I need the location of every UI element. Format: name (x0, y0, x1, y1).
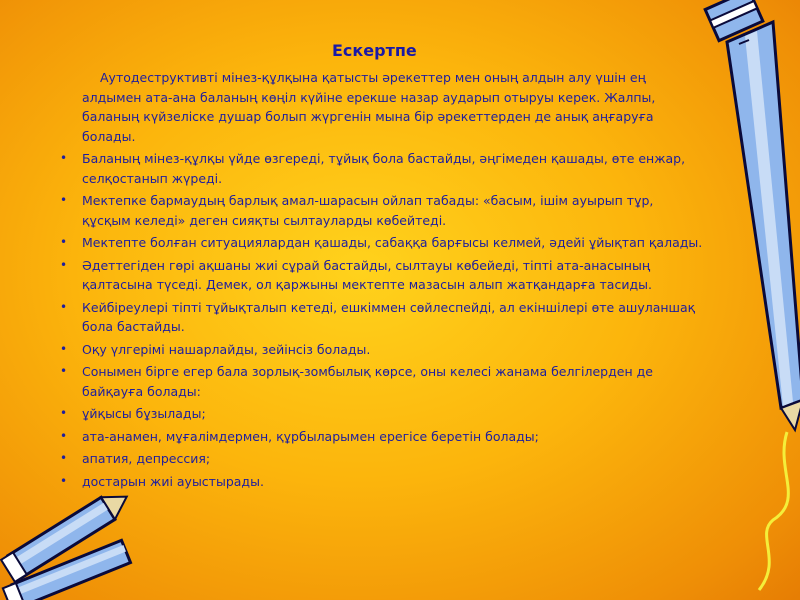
bullet-marker: • (60, 428, 68, 443)
bullet-marker: • (60, 151, 68, 165)
bullet-item: • апатия, депрессия; (60, 449, 705, 469)
bullet-marker: • (60, 341, 68, 356)
bullet-item: • ұйқысы бұзылады; (60, 404, 705, 424)
bullet-marker: • (60, 299, 68, 314)
bullet-item: • Әдеттегіден гөрі ақшаны жиі сұрай бастайды, сылтауы көбейеді, тіпті ата-анасының қалтасына түседі. Демек, ол қаржыны мектепте мазасын алып жатқандарға тасиды. (60, 257, 652, 292)
pencil-icon (0, 478, 150, 600)
intro-paragraph: Аутодеструктивті мінез-құлқына қатысты әрекеттер мен оның алдын алу үшін ең алдымен ата-ана баланың көңіл күйіне ерекше назар аударып отыруы керек. Жалпы, баланың күйзеліске душар болып жүргенін мына бір әрекеттерден де анық аңғаруға болады. (82, 70, 656, 144)
bullet-list (60, 149, 705, 491)
bullet-item: • Баланың мінез-құлқы үйде өзгереді, тұйық бола бастайды, әңгімеден қашады, өте енжар, селқостанып жүреді. (60, 151, 686, 186)
bullet-marker: • (60, 235, 68, 249)
bullet-marker: • (60, 193, 68, 207)
bullet-item: • достарын жиі ауыстырады. (60, 472, 705, 492)
bullet-marker: • (60, 257, 68, 272)
slide-title: Ескертпе (332, 41, 417, 60)
bullet-item: • Мектепке бармаудың барлық амал-шарасын ойлап табады: «басым, ішім ауырып тұр, құсқым келеді» деген сияқты сылтауларды көбейтеді. (60, 193, 654, 228)
bullet-item: • Кейбіреулері тіпті тұйықталып кетеді, ешкіммен сөйлеспейді, ал екіншілері өте ашуланшақ бола бастайды. (60, 299, 696, 334)
pencil-icon (655, 0, 800, 600)
bullet-item: • Оқу үлгерімі нашарлайды, зейінсіз болады. (60, 340, 705, 360)
bullet-marker: • (60, 451, 68, 465)
bullet-marker: • (60, 406, 68, 420)
bullet-item: • ата-анамен, мұғалімдермен, құрбыларымен ерегісе беретін болады; (60, 427, 705, 447)
bullet-marker: • (60, 473, 68, 488)
bullet-item: • Сонымен бірге егер бала зорлық-зомбылық көрсе, оны келесі жанама белгілерден де байқауға болады: (60, 364, 653, 399)
slide-content (60, 68, 705, 494)
bullet-item: • Мектепте болған ситуациялардан қашады, сабаққа барғысы келмей, әдейі ұйықтап қалады. (60, 233, 705, 253)
bullet-marker: • (60, 364, 68, 378)
